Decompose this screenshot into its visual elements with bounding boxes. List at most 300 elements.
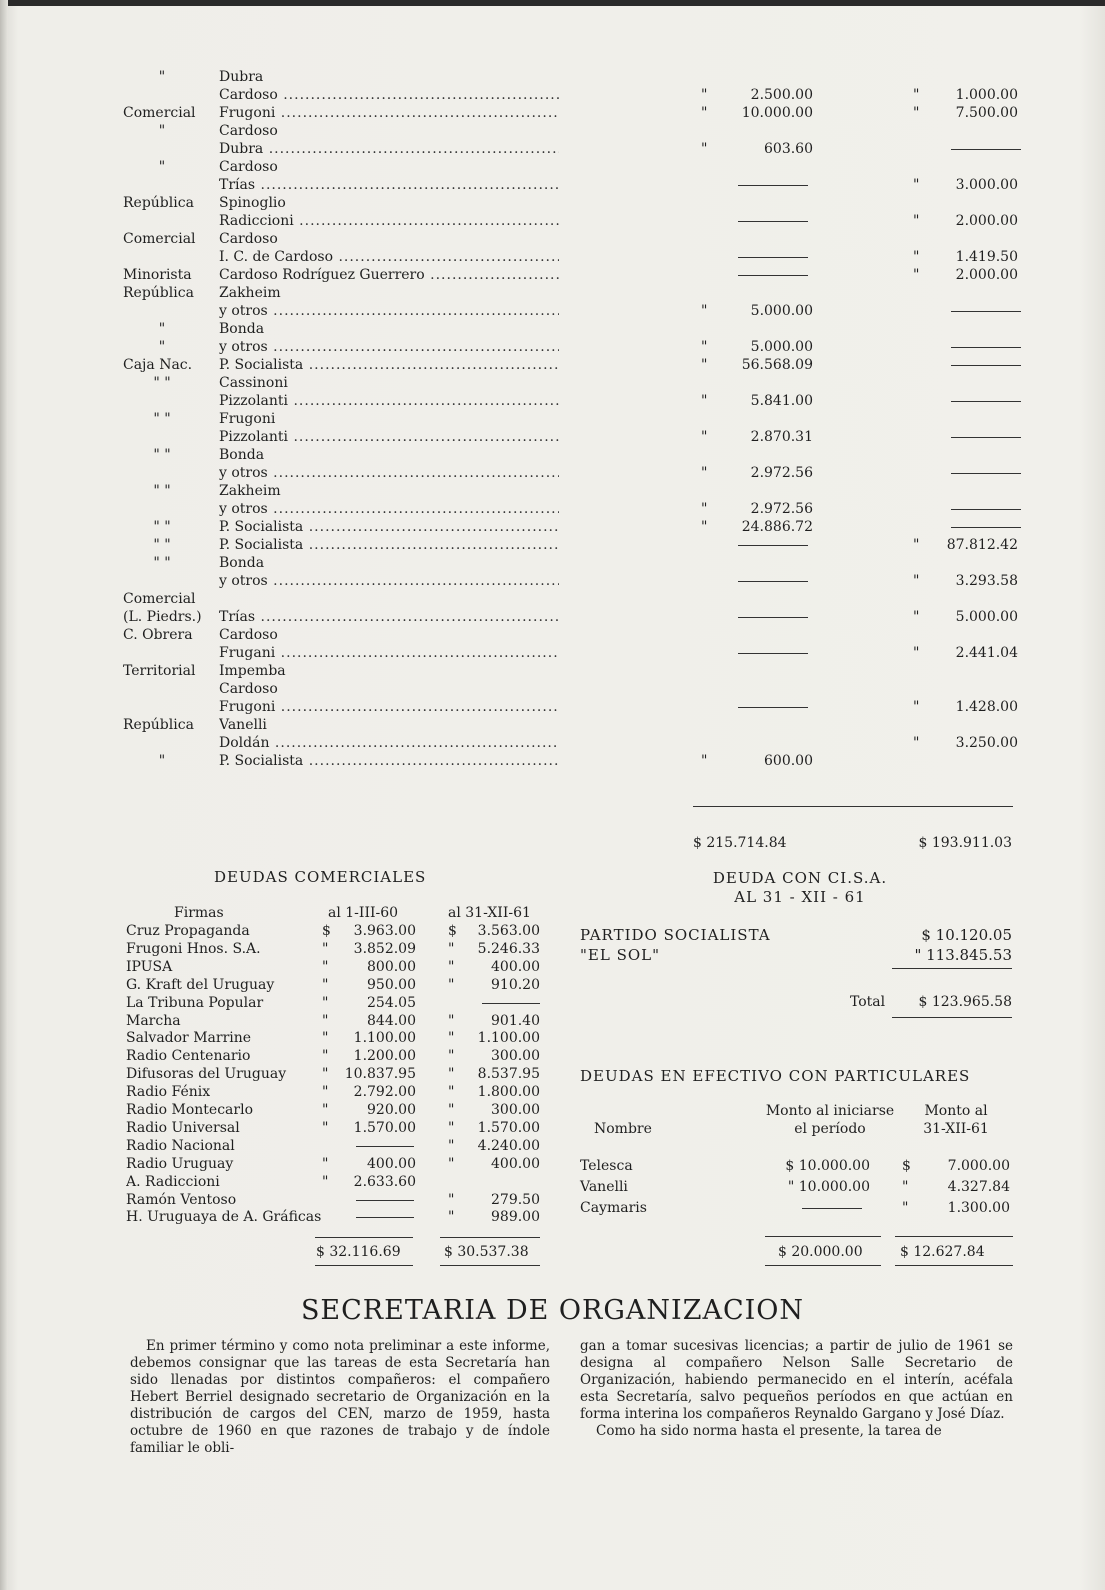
ledger-amount-1: 600.00 [764,753,813,769]
ledger-row [123,302,1023,320]
dc-row [126,976,556,994]
dc-value-2: 3.563.00 [477,923,540,939]
dc-value-2: 279.50 [491,1191,540,1208]
ledger-ditto-2: " [913,213,920,229]
ledger-row [123,158,1023,176]
ledger-name: y otros ..... [219,500,559,518]
body-paragraph-right-1: gan a tomar sucesivas licencias; a partir de julio de 1961 se designa al compañero Nelson Salle Secretario de Organización, habiendo permanecido en el interín, acéfala esta Secretaría, salvo pequeños períodos en que actúan en forma interina los compañeros Reynaldo Gargano y José Díaz. [580,1338,1013,1422]
dc-value-2: 1.100.00 [477,1030,540,1047]
ledger-dash-2 [951,311,1021,312]
dc-ditto-2: " [448,1209,455,1226]
dc-value-1: 2.633.60 [353,1173,416,1190]
ledger-row [123,266,1023,284]
ledger-row [123,104,1023,122]
ledger-ditto-2: " [913,699,920,715]
dc-value-1: 800.00 [367,958,416,975]
ledger-row [123,122,1023,140]
dc-total-1: $ 32.116.69 [316,1244,401,1260]
ledger-row [123,716,1023,734]
ledger-dash-2 [951,527,1021,528]
ledger-ditto-1: " [701,393,708,409]
ledger-institution: " " [153,447,171,463]
ledger-institution: (L. Piedrs.) [123,609,202,625]
dc-firm-name: Radio Montecarlo [126,1102,254,1118]
dc-total-2: $ 30.537.38 [444,1244,529,1260]
dc-value-2: 400.00 [491,1155,540,1172]
ledger-name: I. C. de Cardoso ..... [219,248,559,266]
ledger-institution: Comercial [123,591,196,607]
part-total-2: $ 12.627.84 [900,1244,985,1260]
ledger-row [123,662,1023,680]
dc-firm-name: Radio Uruguay [126,1155,234,1172]
ledger-ditto-1: " [701,429,708,445]
dc-value-1: 920.00 [367,1102,416,1118]
ledger-name: y otros ..... [219,338,559,356]
ledger-institution: " " [153,411,171,427]
ledger-amount-2: 1.419.50 [955,249,1018,265]
ledger-dash-1 [738,707,808,708]
dc-value-2: 1.570.00 [477,1119,540,1136]
dc-row [126,1191,556,1209]
dc-value-2: 4.240.00 [477,1137,540,1154]
ledger-amount-2: 1.428.00 [955,699,1018,715]
particulares-value-2: 1.300.00 [947,1200,1010,1216]
ledger-dash-2 [951,365,1021,366]
dc-dash-2 [482,1003,540,1004]
dc-row [126,1208,556,1226]
dc-firm-name: G. Kraft del Uruguay [126,976,275,993]
ledger-dash-2 [951,149,1021,150]
ledger-name: P. Socialista ..... [219,752,559,770]
ledger-name: Dubra ..... [219,140,559,158]
ledger-ditto-2: " [913,537,920,553]
dc-value-2: 300.00 [491,1048,540,1065]
ledger-row [123,68,1023,86]
particulares-name: Caymaris [580,1200,647,1216]
particulares-value-1: " 10.000.00 [787,1179,870,1195]
part-total-rule-1 [765,1236,881,1237]
dc-ditto-1: " [322,1012,329,1029]
dc-firm-name: H. Uruguaya de A. Gráficas [126,1209,322,1226]
ledger-institution: " [158,123,166,139]
page-left-edge [0,0,8,1590]
deudas-comerciales-title: DEUDAS COMERCIALES [214,868,427,886]
dc-dash-1 [356,1200,414,1201]
ledger-row [123,680,1023,698]
ledger-row [123,518,1023,536]
ledger-row [123,698,1023,716]
ledger-total-2: $ 193.911.03 [918,835,1012,851]
dc-row [126,1083,556,1101]
ledger-dash-2 [951,437,1021,438]
dc-ditto-2: " [448,1012,455,1029]
ledger-amount-2: 2.000.00 [955,213,1018,229]
ledger-row [123,734,1023,752]
dc-ditto-1: " [322,1066,329,1083]
dc-row [126,994,556,1012]
ledger-ditto-1: " [701,339,708,355]
ledger-amount-1: 24.886.72 [741,519,813,535]
dc-value-1: 1.100.00 [353,1030,416,1047]
dc-ditto-1: " [322,1102,329,1118]
ledger-amount-2: 87.812.42 [946,537,1018,553]
dc-value-2: 910.20 [491,976,540,993]
cisa-value: " 113.845.53 [914,946,1012,964]
ledger-row [123,464,1023,482]
dc-ditto-1: " [322,1173,329,1190]
dc-ditto-2: " [448,1102,455,1118]
ledger-institution: Comercial [123,105,196,121]
particulares-ditto-2: " [902,1179,909,1195]
dc-row [126,1137,556,1155]
dc-ditto-1: " [322,1084,329,1101]
ledger-name: Cardoso Rodríguez Guerrero ..... [219,266,559,284]
dc-ditto-2: " [448,1155,455,1172]
dc-total-rule-1 [315,1237,413,1238]
dc-value-2: 8.537.95 [477,1066,540,1083]
particulares-col2-b: 31-XII-61 [923,1121,989,1137]
ledger-name: y otros ..... [219,464,559,482]
cisa-total-underline [892,1017,1012,1018]
ledger-institution: " " [153,483,171,499]
dc-value-1: 1.570.00 [353,1119,416,1136]
dc-row [126,1101,556,1119]
ledger-name: Cardoso [219,627,278,643]
ledger-row [123,482,1023,500]
dc-firm-name: Radio Universal [126,1119,240,1136]
ledger-amount-2: 1.000.00 [955,87,1018,103]
dc-ditto-1: " [322,1030,329,1047]
dc-firm-name: Salvador Marrine [126,1030,252,1047]
dc-value-1: 3.852.09 [353,940,416,957]
dc-row [126,1173,556,1191]
cisa-total-label: Total [850,994,886,1010]
ledger-amount-1: 5.000.00 [750,339,813,355]
dc-value-1: 400.00 [367,1155,416,1172]
ledger-institution: Caja Nac. [123,357,193,373]
ledger-amount-2: 3.000.00 [955,177,1018,193]
ledger-name: Frugani ..... [219,644,559,662]
dc-value-1: 10.837.95 [344,1066,416,1083]
part-total-underline-2 [895,1265,1013,1266]
ledger-ditto-1: " [701,501,708,517]
ledger-amount-1: 10.000.00 [741,105,813,121]
ledger-row [123,752,1023,770]
ledger-amount-2: 2.441.04 [955,645,1018,661]
ledger-row [123,500,1023,518]
ledger-ditto-1: " [701,141,708,157]
dc-firm-name: Difusoras del Uruguay [126,1066,287,1083]
ledger-row [123,428,1023,446]
dc-ditto-2: $ [448,923,457,939]
ledger-institution: " " [153,519,171,535]
ledger-institution: República [123,195,194,211]
ledger-name: Cardoso [219,159,278,175]
ledger-row [123,212,1023,230]
dc-ditto-2: " [448,976,455,993]
ledger-institution: " [158,321,166,337]
ledger-total-rule [693,806,1013,807]
dc-value-2: 1.800.00 [477,1084,540,1101]
ledger-amount-2: 5.000.00 [955,609,1018,625]
cisa-name: "EL SOL" [580,946,661,964]
ledger-institution: " " [153,375,171,391]
particulares-dash-1 [802,1208,862,1209]
ledger-row [123,572,1023,590]
ledger-ditto-2: " [913,249,920,265]
dc-ditto-1: " [322,958,329,975]
particulares-ditto-2: " [902,1200,909,1216]
ledger-name: P. Socialista ..... [219,536,559,554]
ledger-ditto-2: " [913,177,920,193]
ledger-row [123,644,1023,662]
ledger-row [123,410,1023,428]
ledger-name: Bonda [219,555,265,571]
ledger-ditto-2: " [913,573,920,589]
dc-firm-name: Ramón Ventoso [126,1191,237,1208]
ledger-amount-1: 603.60 [764,141,813,157]
page-top-edge [0,0,1105,6]
ledger-row [123,140,1023,158]
section-heading: SECRETARIA DE ORGANIZACION [300,1295,805,1326]
dc-value-1: 2.792.00 [353,1084,416,1101]
ledger-name: Cassinoni [219,375,288,391]
part-total-underline-1 [765,1265,881,1266]
ledger-amount-2: 7.500.00 [955,105,1018,121]
ledger-name: Doldán ..... [219,734,559,752]
ledger-name: Frugoni ..... [219,104,559,122]
ledger-ditto-2: " [913,645,920,661]
particulares-col-nombre: Nombre [594,1121,652,1137]
ledger-row [123,554,1023,572]
ledger-dash-1 [738,581,808,582]
dc-ditto-2: " [448,1119,455,1136]
col-firmas: Firmas [174,905,224,921]
ledger-ditto-1: " [701,87,708,103]
dc-ditto-1: " [322,994,329,1011]
dc-ditto-1: " [322,940,329,957]
dc-total-rule-2 [440,1237,540,1238]
dc-row [126,1065,556,1083]
ledger-ditto-1: " [701,357,708,373]
ledger-ditto-2: " [913,609,920,625]
cisa-name: PARTIDO SOCIALISTA [580,926,771,944]
ledger-dash-1 [738,617,808,618]
dc-total-underline-1 [315,1265,413,1266]
cisa-value: $ 10.120.05 [921,926,1012,944]
ledger-name: Cardoso ..... [219,86,559,104]
dc-ditto-1: " [322,1119,329,1136]
ledger-dash-2 [951,473,1021,474]
particulares-ditto-2: $ [902,1158,911,1174]
dc-ditto-2: " [448,940,455,957]
ledger-name: Impemba [219,663,286,679]
ledger-institution: C. Obrera [123,627,193,643]
ledger-name: Frugoni [219,411,276,427]
ledger-amount-1: 2.972.56 [750,465,813,481]
col-fecha-1: al 1-III-60 [328,905,399,921]
dc-row [126,958,556,976]
ledger-amount-1: 2.500.00 [750,87,813,103]
ledger-name: Spinoglio [219,195,286,211]
ledger-amount-2: 3.293.58 [955,573,1018,589]
col-fecha-2: al 31-XII-61 [448,905,531,921]
dc-row [126,940,556,958]
ledger-ditto-1: " [701,465,708,481]
dc-firm-name: Radio Centenario [126,1048,251,1065]
ledger-row [123,248,1023,266]
dc-value-2: 300.00 [491,1102,540,1118]
ledger-institution: República [123,285,194,301]
cisa-row [580,946,1012,964]
dc-value-1: 1.200.00 [353,1048,416,1065]
ledger-row [123,608,1023,626]
ledger-name: Pizzolanti ..... [219,392,559,410]
ledger-row [123,338,1023,356]
dc-row [126,1119,556,1137]
dc-value-1: 844.00 [367,1012,416,1029]
particulares-row [580,1157,1012,1175]
dc-firm-name: A. Radiccioni [126,1173,220,1190]
particulares-col1-b: el período [794,1121,866,1137]
ledger-table [123,68,1023,770]
ledger-dash-2 [951,509,1021,510]
ledger-amount-2: 3.250.00 [955,735,1018,751]
dc-ditto-2: " [448,1048,455,1065]
ledger-name: Zakheim [219,483,281,499]
ledger-institution: Minorista [123,267,192,283]
ledger-name: Bonda [219,321,265,337]
ledger-name: P. Socialista ..... [219,356,559,374]
particulares-name: Vanelli [580,1179,628,1195]
particulares-row [580,1199,1012,1217]
dc-value-1: 3.963.00 [353,923,416,939]
ledger-dash-2 [951,401,1021,402]
dc-total-underline-2 [440,1265,540,1266]
dc-row [126,922,556,940]
ledger-institution: Territorial [123,663,196,679]
ledger-name: Radiccioni ..... [219,212,559,230]
ledger-institution: " " [153,537,171,553]
dc-row [126,1012,556,1030]
body-paragraph-right-2: Como ha sido norma hasta el presente, la tarea de [596,1423,942,1439]
particulares-value-2: 4.327.84 [947,1179,1010,1195]
ledger-ditto-2: " [913,105,920,121]
body-column-left [130,1338,550,1457]
ledger-dash-1 [738,653,808,654]
ledger-dash-1 [738,275,808,276]
dc-row [126,1155,556,1173]
ledger-total-1: $ 215.714.84 [693,835,787,851]
ledger-institution: " " [153,555,171,571]
dc-ditto-1: " [322,976,329,993]
ledger-name: y otros ..... [219,572,559,590]
dc-row [126,1029,556,1047]
ledger-amount-2: 2.000.00 [955,267,1018,283]
dc-value-1: 254.05 [367,994,416,1011]
ledger-ditto-1: " [701,753,708,769]
ledger-amount-1: 56.568.09 [741,357,813,373]
ledger-ditto-2: " [913,735,920,751]
dc-firm-name: IPUSA [126,958,173,975]
particulares-name: Telesca [580,1158,633,1174]
ledger-row [123,626,1023,644]
ledger-ditto-1: " [701,303,708,319]
body-paragraph-left: En primer término y como nota preliminar a este informe, debemos consignar que las tareas de esta Secretaría han sido llenadas por distintos compañeros: el compañero Hebert Berriel designado secretario de Organización en la distribución de cargos del CEN, marzo de 1959, hasta octubre de 1960 en que razones de trabajo y de índole familiar le obli- [130,1338,550,1456]
ledger-row [123,284,1023,302]
dc-row [126,1047,556,1065]
ledger-institution: " [158,69,166,85]
ledger-row [123,194,1023,212]
dc-ditto-2: " [448,1084,455,1101]
dc-value-2: 400.00 [491,958,540,975]
ledger-institution: " [158,753,166,769]
ledger-amount-1: 2.870.31 [750,429,813,445]
ledger-name: y otros ..... [219,302,559,320]
ledger-row [123,446,1023,464]
dc-dash-1 [356,1217,414,1218]
ledger-name: Cardoso [219,123,278,139]
ledger-row [123,356,1023,374]
ledger-row [123,392,1023,410]
ledger-name: Trías ..... [219,176,559,194]
dc-value-1: 950.00 [367,976,416,993]
ledger-row [123,536,1023,554]
ledger-amount-1: 5.841.00 [750,393,813,409]
ledger-name: Zakheim [219,285,281,301]
dc-ditto-1: " [322,1155,329,1172]
ledger-institution: " [158,339,166,355]
ledger-name: Trías ..... [219,608,559,626]
particulares-col1-a: Monto al iniciarse [765,1103,895,1119]
dc-ditto-2: " [448,1137,455,1154]
particulares-col2-a: Monto al [924,1103,988,1119]
particulares-row [580,1178,1012,1196]
dc-ditto-2: " [448,1066,455,1083]
particulares-value-2: 7.000.00 [947,1158,1010,1174]
ledger-dash-2 [951,347,1021,348]
ledger-amount-1: 2.972.56 [750,501,813,517]
particulares-title: DEUDAS EN EFECTIVO CON PARTICULARES [580,1067,971,1085]
ledger-name: Vanelli [219,717,267,733]
ledger-name: Bonda [219,447,265,463]
ledger-row [123,176,1023,194]
dc-ditto-2: " [448,1030,455,1047]
ledger-name: Dubra [219,69,264,85]
dc-ditto-1: " [322,1048,329,1065]
ledger-institution: República [123,717,194,733]
dc-value-2: 989.00 [491,1209,540,1226]
ledger-ditto-2: " [913,267,920,283]
ledger-name: Frugoni ..... [219,698,559,716]
ledger-name: P. Socialista ..... [219,518,559,536]
dc-firm-name: Cruz Propaganda [126,923,250,939]
dc-firm-name: Radio Nacional [126,1137,235,1154]
ledger-dash-1 [738,221,808,222]
dc-firm-name: Radio Fénix [126,1084,211,1101]
dc-dash-1 [356,1146,414,1147]
ledger-name: Pizzolanti ..... [219,428,559,446]
ledger-dash-1 [738,545,808,546]
ledger-ditto-1: " [701,519,708,535]
ledger-row [123,86,1023,104]
particulares-value-1: $ 10.000.00 [785,1158,870,1174]
cisa-title-1: DEUDA CON CI.S.A. [712,869,888,887]
cisa-title-2: AL 31 - XII - 61 [734,888,866,906]
ledger-name: Cardoso [219,681,278,697]
dc-firm-name: La Tribuna Popular [126,994,264,1011]
dc-value-2: 5.246.33 [477,940,540,957]
